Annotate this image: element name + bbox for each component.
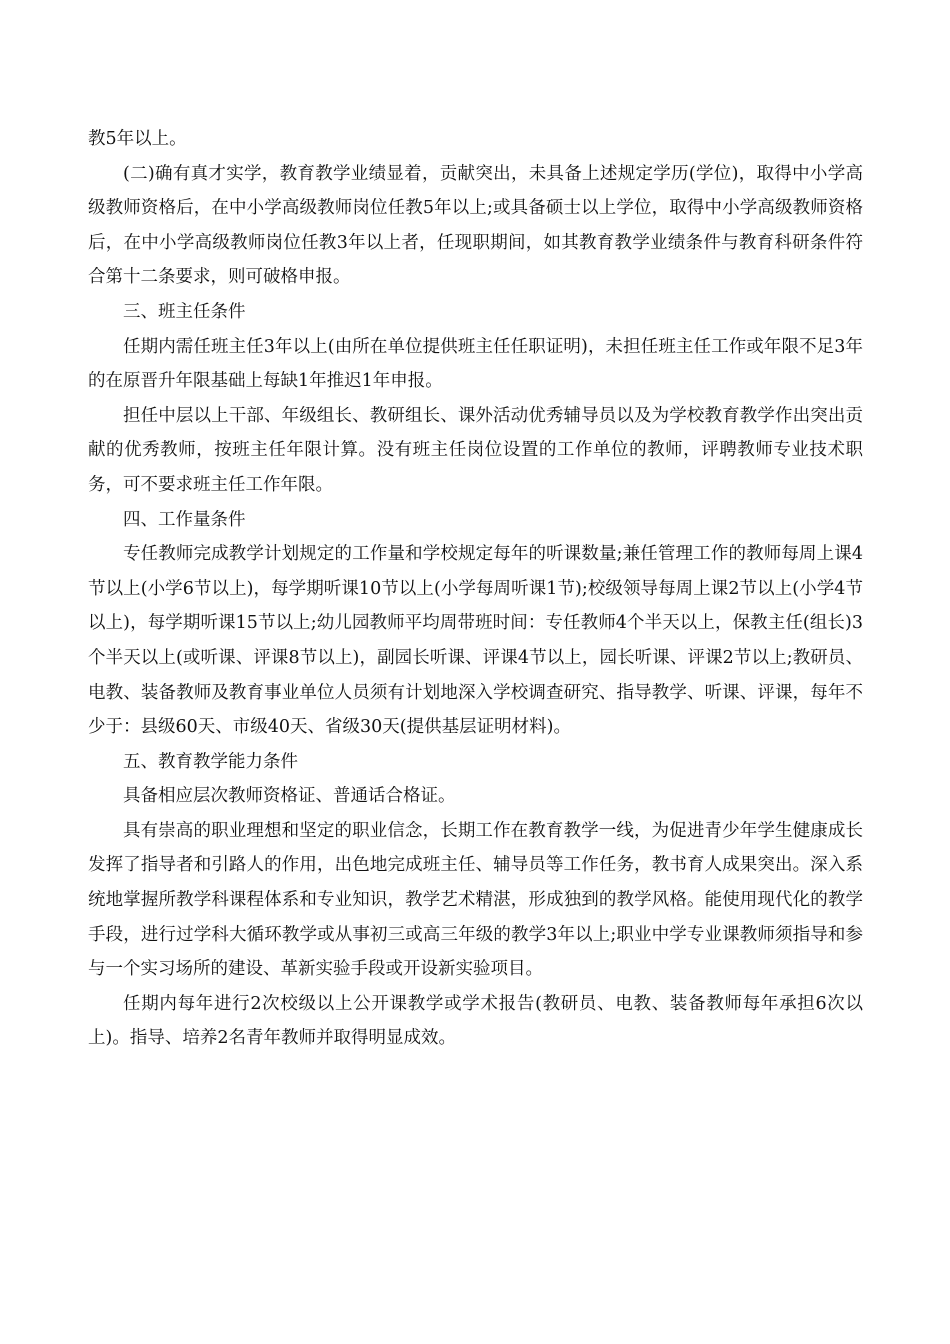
section-heading-workload: 四、工作量条件 — [123, 509, 246, 530]
paragraph-public-lessons: 任期内每年进行2次校级以上公开课教学或学术报告(教研员、电教、装备教师每年承担6次以上)。指导、培养2名青年教师并取得明显成效。 — [88, 993, 863, 1049]
section-heading-class-teacher: 三、班主任条件 — [123, 301, 246, 322]
paragraph-workload-details: 专任教师完成教学计划规定的工作量和学校规定每年的听课数量;兼任管理工作的教师每周上课4节以上(小学6节以上)，每学期听课10节以上(小学每周听课1节);校级领导每周上课2节以上(小学4节以上)，每学期听课15节以上;幼儿园教师平均周带班时间：专任教师4个半天以上，保教主任(组长)3个半天以上(或听课、评课8节以上)，副园长听课、评课4节以上，园长听课、评课2节以上;教研员、电教、装备教师及教育事业单位人员须有计划地深入学校调查研究、指导教学、听课、评课，每年不少于：县级60天、市级40天、省级30天(提供基层证明材料)。 — [88, 544, 863, 738]
paragraph-class-teacher-term: 任期内需任班主任3年以上(由所在单位提供班主任任职证明)，未担任班主任工作或年限不足3年的在原晋升年限基础上每缺1年推迟1年申报。 — [88, 336, 863, 392]
paragraph-certificates: 具备相应层次教师资格证、普通话合格证。 — [123, 786, 456, 807]
document-body — [88, 122, 863, 1056]
paragraph-teaching-ideals: 具有崇高的职业理想和坚定的职业信念，长期工作在教育教学一线，为促进青少年学生健康成长发挥了指导者和引路人的作用，出色地完成班主任、辅导员等工作任务，教书育人成果突出。深入系统地掌握所教学科课程体系和专业知识，教学艺术精湛，形成独到的教学风格。能使用现代化的教学手段，进行过学科大循环教学或从事初三或高三年级的教学3年以上;职业中学专业课教师须指导和参与一个实习场所的建设、革新实验手段或开设新实验项目。 — [88, 820, 863, 980]
section-heading-teaching-ability: 五、教育教学能力条件 — [123, 751, 298, 772]
paragraph-exception-clause: (二)确有真才实学，教育教学业绩显着，贡献突出，未具备上述规定学历(学位)，取得中小学高级教师资格后，在中小学高级教师岗位任教5年以上;或具备硕士以上学位，取得中小学高级教师资格后，在中小学高级教师岗位任教3年以上者，任现职期间，如其教育教学业绩条件与教育科研条件符合第十二条要求，则可破格申报。 — [88, 163, 863, 288]
paragraph-continuation: 教5年以上。 — [88, 129, 187, 149]
paragraph-class-teacher-equivalent: 担任中层以上干部、年级组长、教研组长、课外活动优秀辅导员以及为学校教育教学作出突出贡献的优秀教师，按班主任年限计算。没有班主任岗位设置的工作单位的教师，评聘教师专业技术职务，可不要求班主任工作年限。 — [88, 405, 863, 495]
